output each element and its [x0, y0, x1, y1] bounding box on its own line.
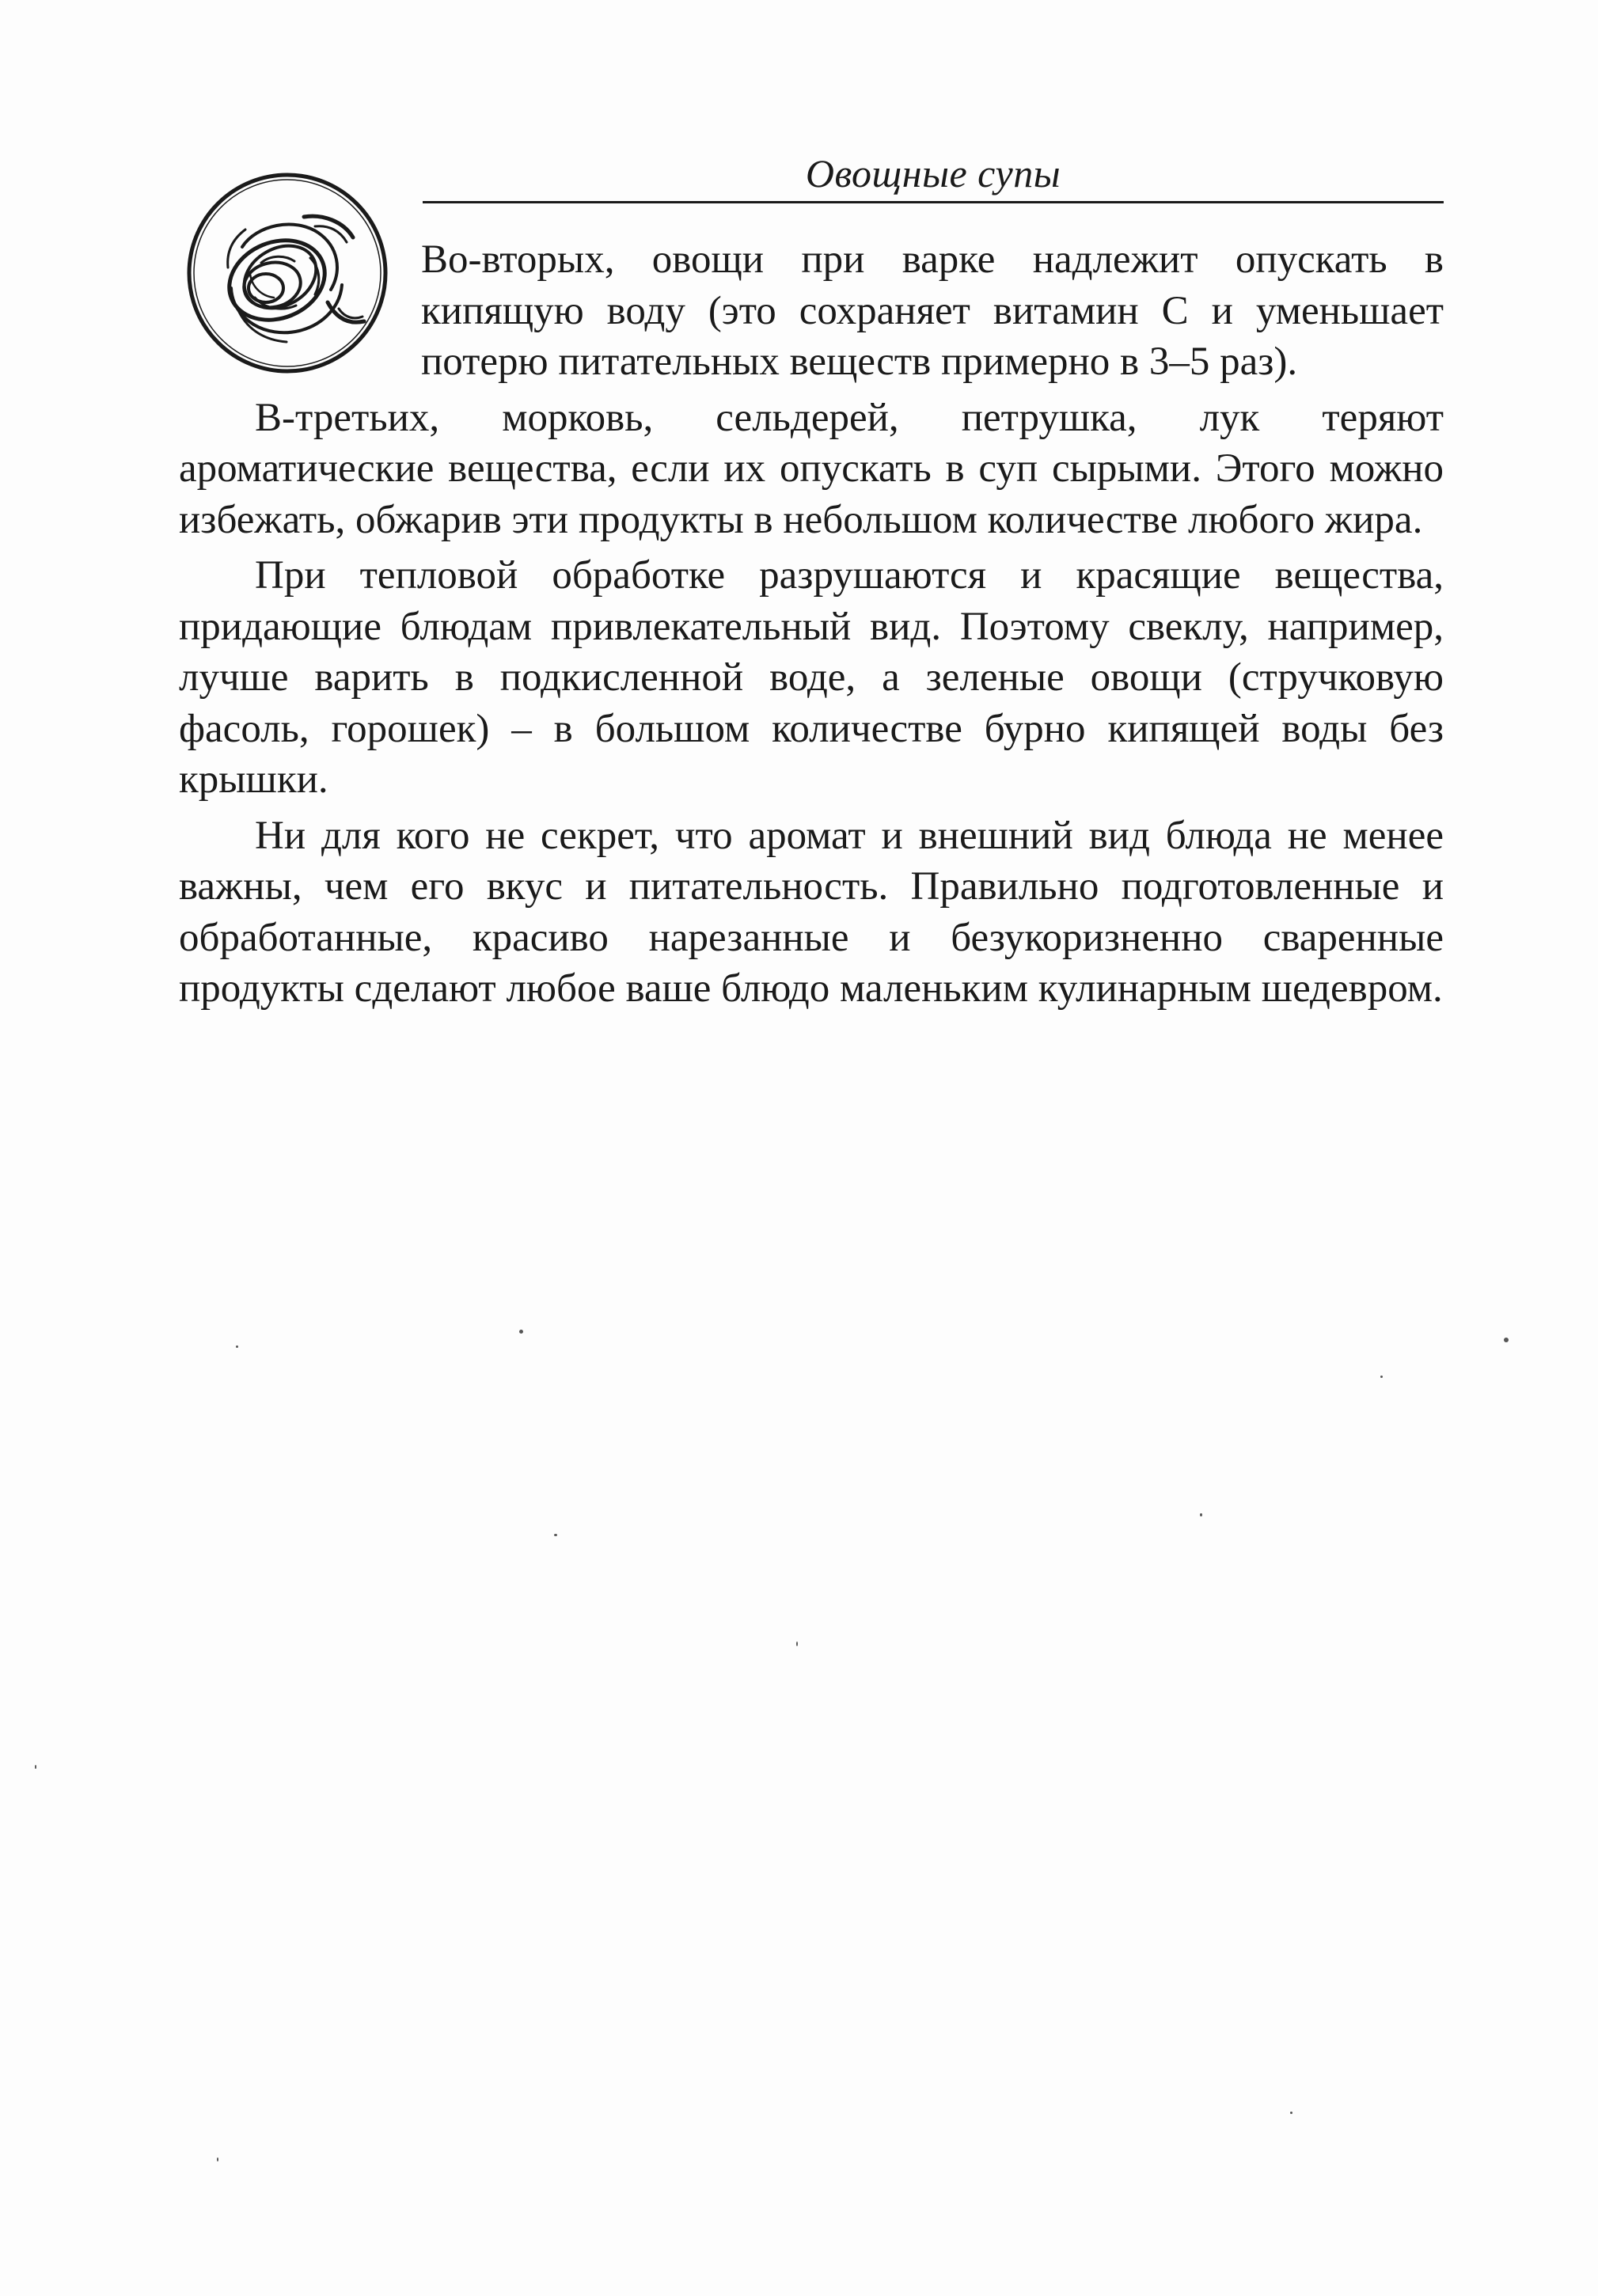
- scan-speck: [554, 1534, 557, 1536]
- scan-speck: [236, 1345, 238, 1348]
- scan-speck: [1200, 1513, 1202, 1516]
- article-body: [179, 234, 1444, 1015]
- scan-speck: [1380, 1376, 1383, 1378]
- scan-speck: [1290, 2112, 1292, 2114]
- paragraph: При тепловой обработке разрушаются и красящие вещества, придающие блюдам привлекательный вид. Поэтому свеклу, например, лучше варить в подкисленной воде, а зеленые овощи (стручковую фасоль, горошек) – в большом количестве бурно кипящей воды без крышки.: [179, 553, 1444, 802]
- running-head: [423, 146, 1444, 203]
- scan-speck: [796, 1641, 798, 1646]
- scan-speck: [35, 1765, 36, 1769]
- page-title: Овощные супы: [805, 151, 1061, 195]
- paragraph: Ни для кого не секрет, что аромат и внешний вид блюда не менее важны, чем его вкус и питательность. Правильно подготовленные и обработанные, красиво нарезанные и безукоризненно сваренные продукты сделают любое ваше блюдо маленьким кулинарным шедевром.: [179, 813, 1444, 1011]
- paragraph: Во-вторых, овощи при варке надлежит опускать в кипящую воду (это сохраняет витамин С и уменьшает потерю питательных веществ примерно в 3–5 раз).: [421, 237, 1444, 384]
- scan-speck: [519, 1330, 523, 1334]
- scan-speck: [1504, 1338, 1509, 1342]
- paragraph: В-третьих, морковь, сельдерей, петрушка, лук теряют ароматические вещества, если их опускать в суп сырыми. Этого можно избежать, обжарив эти продукты в небольшом количестве любого жира.: [179, 395, 1444, 542]
- scan-speck: [217, 2157, 218, 2161]
